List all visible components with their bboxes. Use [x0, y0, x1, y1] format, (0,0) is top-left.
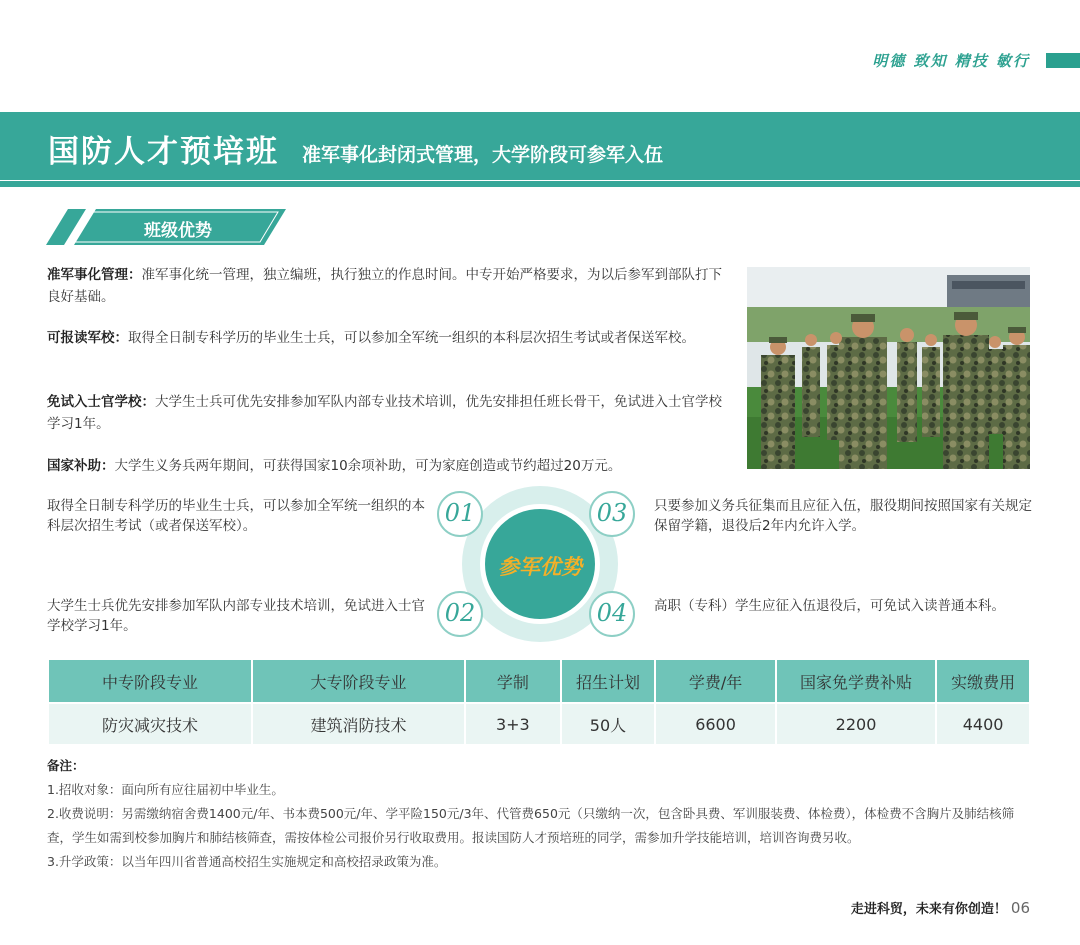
table-cell: 防灾减灾技术 — [49, 702, 251, 744]
table-header-cell: 大专阶段专业 — [253, 660, 464, 702]
school-motto: 明德 致知 精技 敏行 — [872, 52, 1030, 70]
title-banner — [0, 112, 1080, 180]
paragraph-label: 准军事化管理： — [47, 267, 142, 283]
banner-underline — [0, 181, 1080, 187]
table-header-cell: 实缴费用 — [937, 660, 1029, 702]
paragraph-text: 准军事化统一管理，独立编班，执行独立的作息时间。中专开始严格要求，为以后参军到部队打下良好基础。 — [47, 267, 722, 305]
note-item: 2.收费说明：另需缴纳宿舍费1400元/年、书本费500元/年、学平险150元/3年、代管费650元（只缴纳一次，包含卧具费、军训服装费、体检费），体检费不含胸片及肺结核筛查，学生如需到校参加胸片和肺结核筛查，需按体检公司报价另行收取费用。报读国防人才预培班的同学，需参加升学技能培训，培训咨询费另收。 — [47, 806, 1015, 845]
motto-accent-bar — [1046, 53, 1080, 68]
note-item: 3.升学政策：以当年四川省普通高校招生实施规定和高校招录政策为准。 — [47, 854, 447, 869]
paragraph-nco-school — [47, 391, 727, 435]
section-heading — [46, 209, 286, 245]
table-cell: 建筑消防技术 — [253, 702, 464, 744]
advantage-number-01: 01 — [444, 499, 476, 527]
section-heading-label: 班级优势 — [144, 221, 212, 241]
page-footer — [851, 898, 1030, 917]
page-subtitle: 准军事化封闭式管理，大学阶段可参军入伍 — [302, 144, 664, 166]
advantage-text-01: 取得全日制专科学历的毕业生士兵，可以参加全军统一组织的本科层次招生考试（或者保送军校）。 — [47, 498, 425, 534]
table-cell: 6600 — [656, 702, 775, 744]
table-header-cell: 学制 — [466, 660, 560, 702]
advantage-number-03: 03 — [596, 499, 628, 527]
advantage-diagram — [430, 484, 650, 644]
note-item: 1.招收对象：面向所有应往届初中毕业生。 — [47, 782, 284, 797]
page-title: 国防人才预培班 — [48, 134, 279, 170]
table-header-cell: 国家免学费补贴 — [777, 660, 935, 702]
paragraph-label: 可报读军校： — [47, 330, 128, 346]
advantage-text-03: 只要参加义务兵征集而且应征入伍，服役期间按照国家有关规定保留学籍，退役后2年内允许入学。 — [654, 498, 1032, 534]
notes-title: 备注： — [47, 758, 85, 773]
table-cell: 50人 — [562, 702, 655, 744]
paragraph-text: 取得全日制专科学历的毕业生士兵，可以参加全军统一组织的本科层次招生考试或者保送军校。 — [128, 330, 695, 346]
footer-slogan: 走进科贸，未来有你创造！ — [850, 902, 1007, 917]
table-header-cell: 中专阶段专业 — [49, 660, 251, 702]
advantage-number-04: 04 — [596, 599, 628, 627]
paragraph-label: 免试入士官学校： — [47, 394, 155, 410]
table-cell: 2200 — [777, 702, 935, 744]
table-cell: 3+3 — [466, 702, 560, 744]
table-header-row — [49, 660, 1029, 702]
table-header-cell: 招生计划 — [562, 660, 655, 702]
program-table — [47, 660, 1031, 744]
advantage-text-02: 大学生士兵优先安排参加军队内部专业技术培训，免试进入士官学校学习1年。 — [47, 598, 425, 634]
paragraph-state-subsidy — [47, 455, 727, 477]
advantage-text-04: 高职（专科）学生应征入伍退役后，可免试入读普通本科。 — [654, 598, 1005, 614]
page-number: 06 — [1010, 899, 1030, 917]
table-cell: 4400 — [937, 702, 1029, 744]
paragraph-military-management — [47, 264, 727, 308]
advantage-number-02: 02 — [444, 599, 476, 627]
soldiers-photo — [747, 267, 1030, 469]
advantage-center-label: 参军优势 — [498, 555, 582, 579]
notes-section — [47, 754, 1037, 874]
table-header-cell: 学费/年 — [656, 660, 775, 702]
table-row — [49, 702, 1029, 744]
paragraph-text: 大学生士兵可优先安排参加军队内部专业技术培训，优先安排担任班长骨干，免试进入士官学校学习1年。 — [47, 394, 722, 432]
paragraph-label: 国家补助： — [47, 458, 115, 474]
paragraph-military-academy — [47, 327, 727, 349]
paragraph-text: 大学生义务兵两年期间，可获得国家10余项补助，可为家庭创造或节约超过20万元。 — [114, 458, 622, 474]
